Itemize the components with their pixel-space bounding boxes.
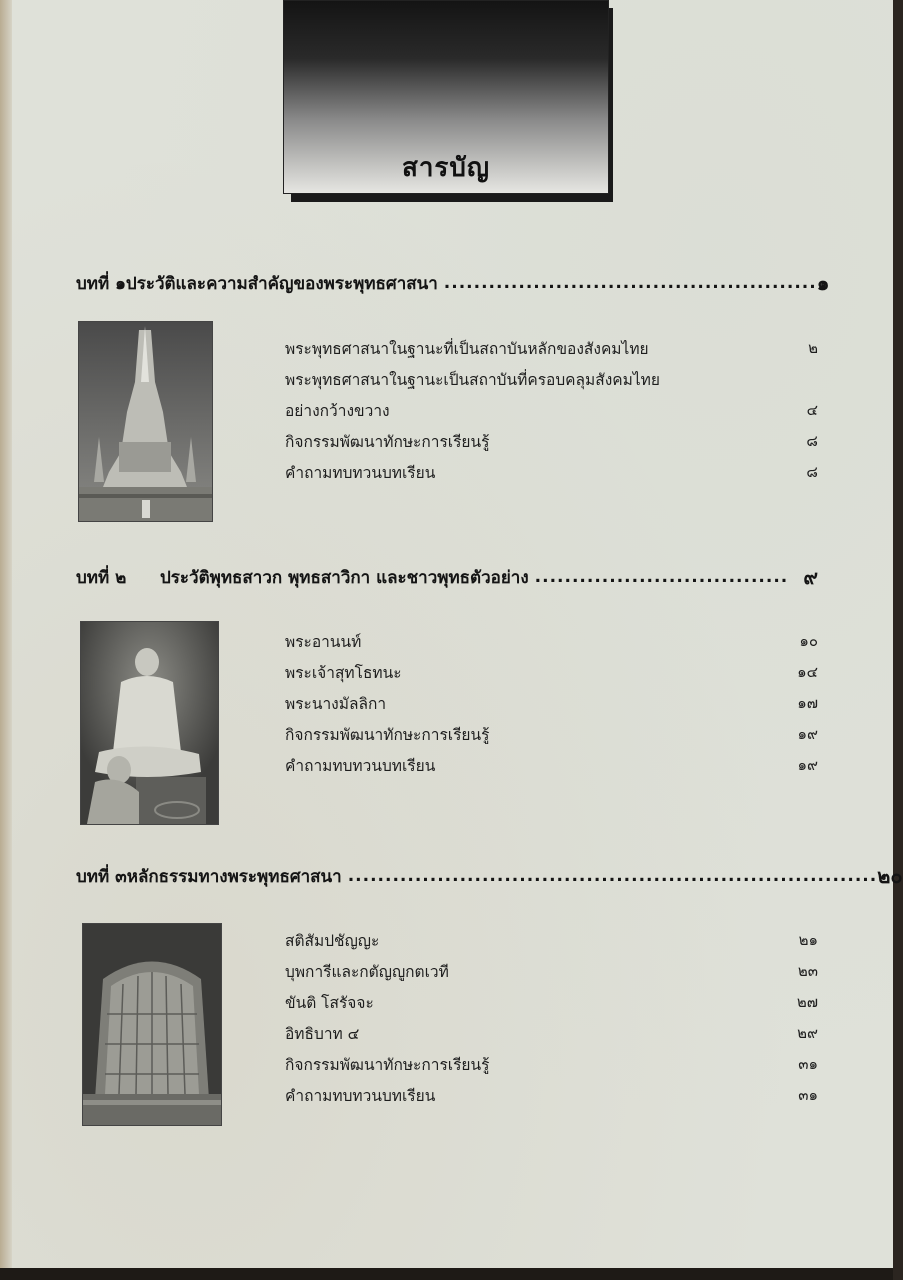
entry-label: คำถามทบทวนบทเรียน: [285, 756, 436, 775]
chapter-title: ประวัติและความสำคัญของพระพุทธศาสนา: [125, 273, 438, 294]
entry-page-number: ๓๑: [798, 1055, 818, 1073]
toc-entry[interactable]: [285, 750, 818, 780]
toc-entry[interactable]: [285, 1018, 818, 1048]
entry-label: อย่างกว้างขวาง: [285, 401, 390, 420]
entry-page-number: ๒๓: [797, 962, 818, 980]
entry-page-number: ๑๔: [797, 663, 818, 681]
page-title: สารบัญ: [401, 153, 491, 183]
entry-label: สติสัมปชัญญะ: [285, 931, 380, 950]
dot-leader: .......................................................................: [347, 866, 878, 886]
toc-entry[interactable]: [285, 457, 818, 487]
chapter-title: ประวัติพุทธสาวก พุทธสาวิกา และชาวพุทธตัวอย่าง: [160, 567, 529, 588]
entry-page-number: ๘: [806, 432, 818, 450]
chapter-page-number: ๒๐: [877, 864, 903, 888]
entry-page-number: ๑๙: [797, 756, 818, 774]
toc-entry[interactable]: [285, 987, 818, 1017]
entry-label: คำถามทบทวนบทเรียน: [285, 1086, 436, 1105]
dot-leader: ..................................: [534, 567, 789, 587]
chapter-title: หลักธรรมทางพระพุทธศาสนา: [126, 866, 342, 887]
entry-label: บุพการีและกตัญญูกตเวที: [285, 962, 449, 981]
chapter-1-heading[interactable]: [76, 266, 830, 300]
toc-entry[interactable]: [285, 333, 818, 363]
title-box: [283, 0, 609, 194]
toc-entry[interactable]: [285, 626, 818, 656]
chapter-label: บทที่ ๓: [76, 866, 127, 887]
chapter-label: บทที่ ๒: [76, 567, 127, 588]
entry-label: กิจกรรมพัฒนาทักษะการเรียนรู้: [285, 1055, 490, 1074]
buddha-disciple-photo: [80, 621, 219, 825]
entry-page-number: ๑๐: [799, 632, 818, 650]
dot-leader: ..................................................: [443, 273, 817, 293]
chapter-3-heading[interactable]: [76, 859, 903, 893]
toc-entry[interactable]: [285, 395, 818, 425]
chapter-page-number: ๙: [803, 565, 818, 589]
entry-page-number: ๓๑: [798, 1086, 818, 1104]
toc-entry[interactable]: [285, 426, 818, 456]
entry-label: พระอานนท์: [285, 632, 362, 651]
entry-label: อิทธิบาท ๔: [285, 1024, 360, 1043]
chapter-label: บทที่ ๑: [76, 273, 126, 294]
entry-page-number: ๔: [806, 401, 818, 419]
toc-entry[interactable]: [285, 925, 818, 955]
pagoda-photo: [78, 321, 213, 522]
entry-label: พระพุทธศาสนาในฐานะเป็นสถาบันที่ครอบคลุมสังคมไทย: [285, 370, 660, 389]
entry-label: พระพุทธศาสนาในฐานะที่เป็นสถาบันหลักของสังคมไทย: [285, 339, 649, 358]
toc-entry[interactable]: [285, 1080, 818, 1110]
entry-page-number: ๒: [808, 339, 818, 357]
chapter-2-heading[interactable]: [76, 560, 818, 594]
entry-label: กิจกรรมพัฒนาทักษะการเรียนรู้: [285, 725, 490, 744]
entry-page-number: ๒๑: [798, 931, 818, 949]
temple-carving-photo: [82, 923, 222, 1126]
book-spine: [0, 0, 12, 1268]
entry-label: ขันติ โสรัจจะ: [285, 993, 374, 1012]
page-bottom-edge: [0, 1268, 893, 1280]
entry-label: คำถามทบทวนบทเรียน: [285, 463, 436, 482]
entry-page-number: ๘: [806, 463, 818, 481]
toc-entry[interactable]: [285, 364, 818, 394]
entry-page-number: ๑๙: [797, 725, 818, 743]
toc-entry[interactable]: [285, 719, 818, 749]
entry-label: พระเจ้าสุทโธทนะ: [285, 663, 402, 682]
entry-page-number: ๑๗: [797, 694, 818, 712]
chapter-page-number: ๑: [816, 271, 830, 295]
entry-page-number: ๒๙: [797, 1024, 818, 1042]
entry-page-number: ๒๗: [796, 993, 818, 1011]
toc-entry[interactable]: [285, 688, 818, 718]
entry-label: กิจกรรมพัฒนาทักษะการเรียนรู้: [285, 432, 490, 451]
toc-entry[interactable]: [285, 956, 818, 986]
toc-entry[interactable]: [285, 1049, 818, 1079]
toc-entry[interactable]: [285, 657, 818, 687]
entry-label: พระนางมัลลิกา: [285, 694, 387, 713]
